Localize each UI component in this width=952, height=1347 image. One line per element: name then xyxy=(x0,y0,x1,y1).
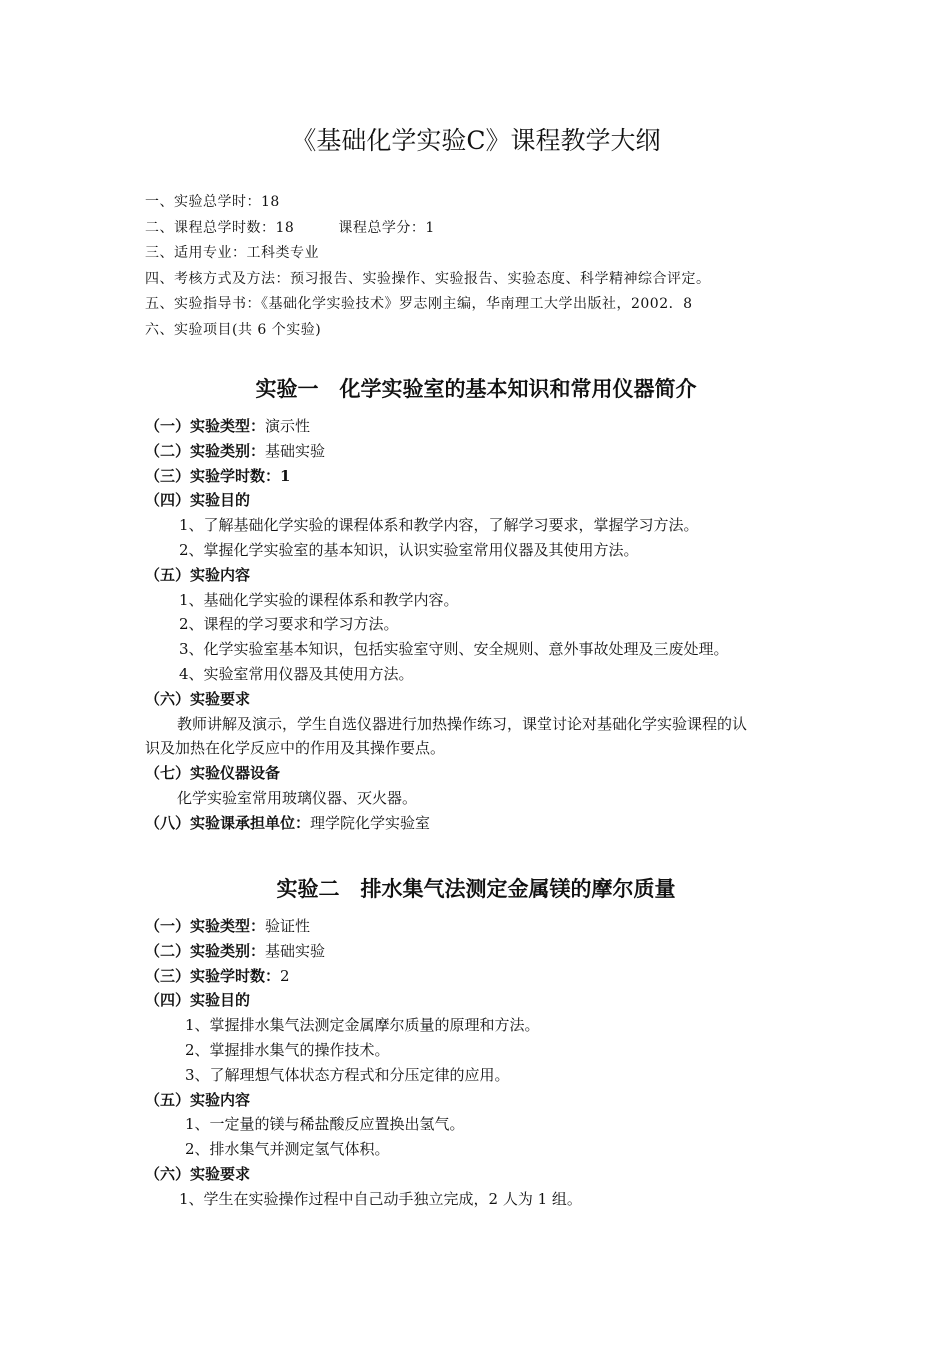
course-credits: 课程总学分：1 xyxy=(338,219,435,236)
exp1-content-item: 3、化学实验室基本知识，包括实验室守则、安全规则、意外事故处理及三废处理。 xyxy=(179,640,729,659)
exp1-equipment: 化学实验室常用玻璃仪器、灭火器。 xyxy=(177,788,418,807)
exp2-requirements-item: 1、学生在实验操作过程中自己动手独立完成，2 人为 1 组。 xyxy=(179,1189,582,1208)
exp1-purpose-heading: （四）实验目的 xyxy=(145,491,251,510)
textbook: 五、实验指导书：《基础化学实验技术》罗志刚主编，华南理工大学出版社，2002．8 xyxy=(145,296,693,312)
exp1-requirements-text-cont: 识及加热在化学反应中的作用及其操作要点。 xyxy=(145,739,446,758)
exp2-content-item: 2、排水集气并测定氢气体积。 xyxy=(185,1140,390,1159)
exp1-category: （二）实验类别：基础实验 xyxy=(145,441,326,460)
exp1-unit: （八）实验课承担单位：理学院化学实验室 xyxy=(145,813,431,832)
exp2-hours: （三）实验学时数：2 xyxy=(145,966,290,985)
exp2-type: （一）实验类型：验证性 xyxy=(145,917,311,935)
experiment-2-title: 实验二 排水集气法测定金属镁的摩尔质量 xyxy=(276,876,676,901)
experiment-1-body xyxy=(145,414,825,836)
experiment-projects: 六、实验项目(共 6 个实验) xyxy=(145,321,322,338)
exp2-purpose-heading: （四）实验目的 xyxy=(145,991,251,1010)
exp1-hours: （三）实验学时数：1 xyxy=(145,466,291,485)
exp1-requirements-heading: （六）实验要求 xyxy=(145,689,251,708)
experiment-2-body xyxy=(145,914,825,1212)
exp2-category: （二）实验类别：基础实验 xyxy=(145,941,326,960)
exp1-equipment-heading: （七）实验仪器设备 xyxy=(145,764,281,783)
exp2-content-heading: （五）实验内容 xyxy=(145,1090,251,1109)
course-hours: 二、课程总学时数：18 xyxy=(145,219,295,236)
course-info xyxy=(145,190,711,343)
exp2-content-item: 1、一定量的镁与稀盐酸反应置换出氢气。 xyxy=(185,1115,465,1134)
exp1-content-heading: （五）实验内容 xyxy=(145,565,251,584)
total-hours: 一、实验总学时：18 xyxy=(145,194,280,210)
exp1-content-item: 4、实验室常用仪器及其使用方法。 xyxy=(179,664,414,683)
exp1-purpose-item: 2、掌握化学实验室的基本知识，认识实验室常用仪器及其使用方法。 xyxy=(179,540,639,559)
exp1-content-item: 2、课程的学习要求和学习方法。 xyxy=(179,615,399,634)
exp1-content-item: 1、基础化学实验的课程体系和教学内容。 xyxy=(179,590,459,609)
exp1-requirements-text: 教师讲解及演示，学生自选仪器进行加热操作练习，课堂讨论对基础化学实验课程的认 xyxy=(177,714,748,733)
course-hours-row xyxy=(145,216,711,242)
exp2-purpose-item: 3、了解理想气体状态方程式和分压定律的应用。 xyxy=(185,1065,510,1084)
exp2-purpose-item: 1、掌握排水集气法测定金属摩尔质量的原理和方法。 xyxy=(185,1016,540,1035)
exp2-purpose-item: 2、掌握排水集气的操作技术。 xyxy=(185,1040,390,1059)
applicable-major: 三、适用专业：工科类专业 xyxy=(145,245,319,261)
assessment-method: 四、考核方式及方法：预习报告、实验操作、实验报告、实验态度、科学精神综合评定。 xyxy=(145,270,711,287)
document-title: 《基础化学实验C》课程教学大纲 xyxy=(291,126,661,155)
exp1-type: （一）实验类型：演示性 xyxy=(145,417,311,435)
exp1-purpose-item: 1、了解基础化学实验的课程体系和教学内容，了解学习要求，掌握学习方法。 xyxy=(179,516,699,535)
exp2-requirements-heading: （六）实验要求 xyxy=(145,1164,251,1183)
experiment-1-title: 实验一 化学实验室的基本知识和常用仪器简介 xyxy=(255,376,697,401)
